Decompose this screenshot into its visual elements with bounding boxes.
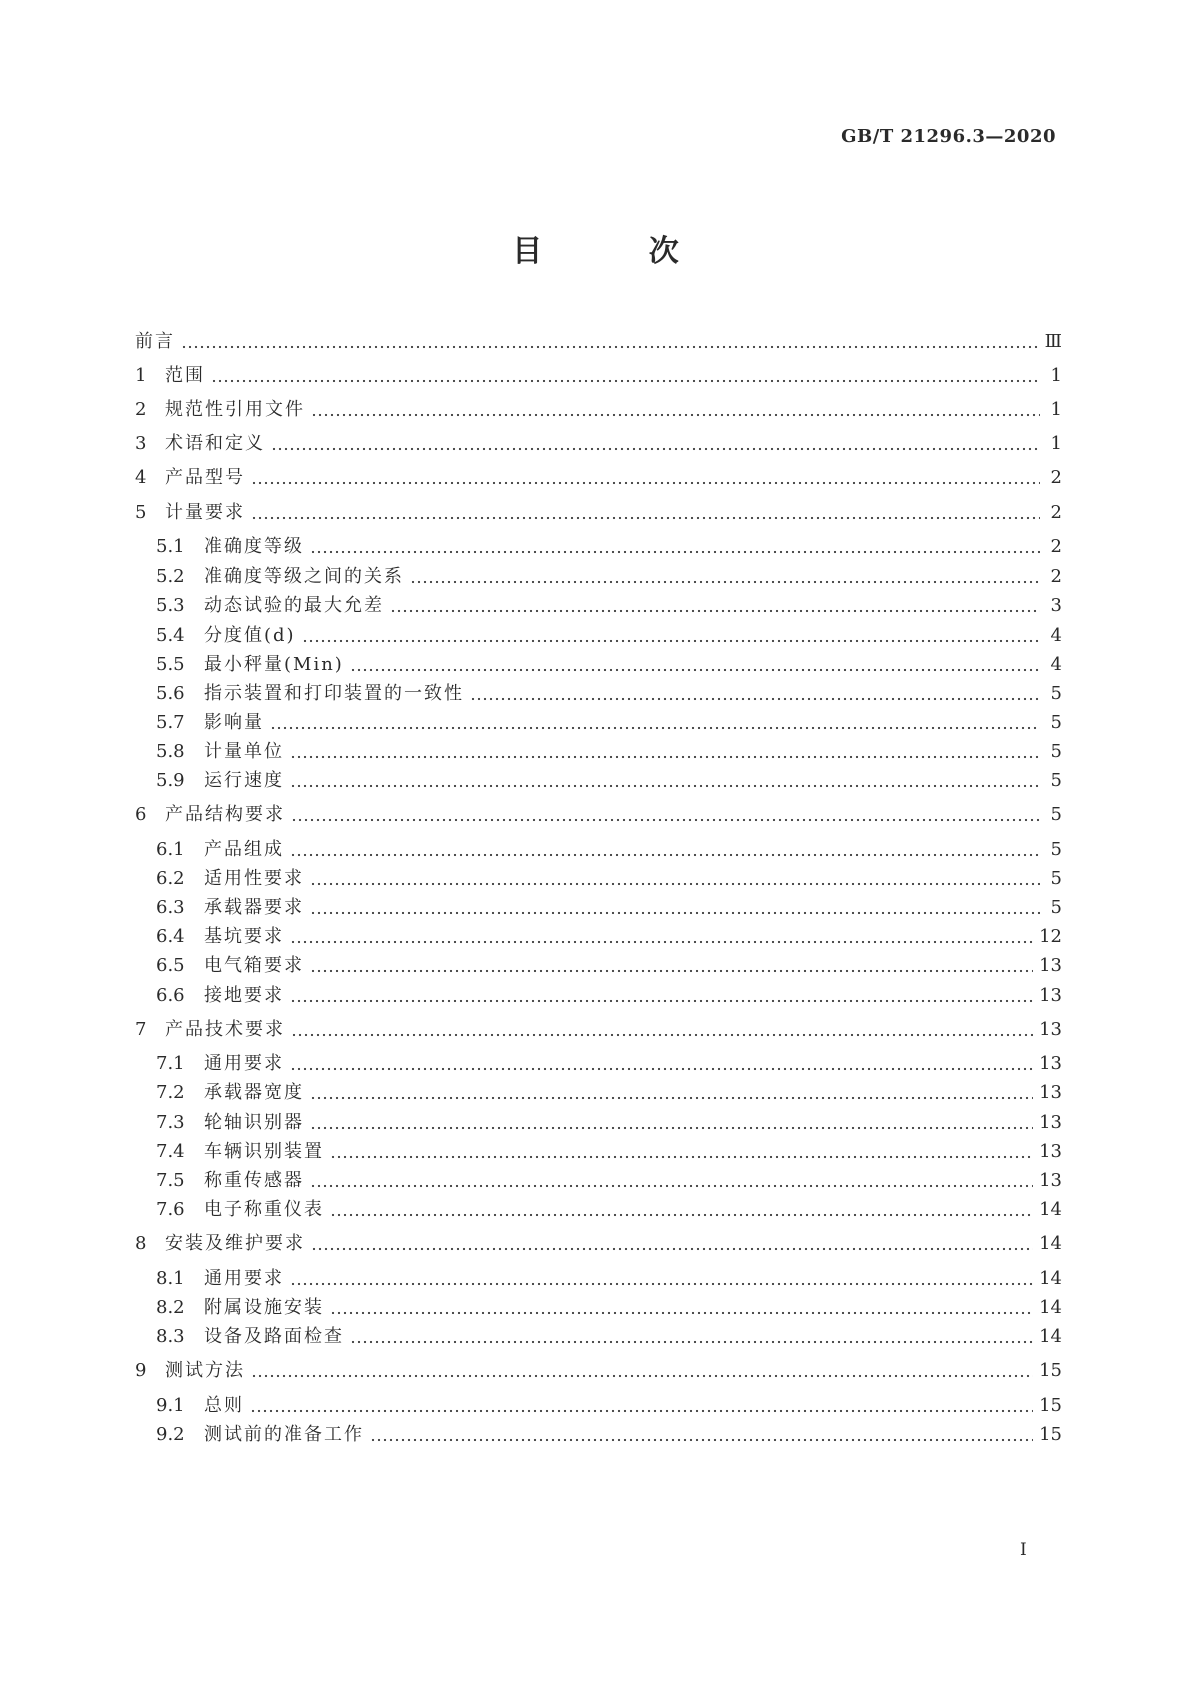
toc-entry-page: 13 [1039, 985, 1062, 1006]
page-number: I [1020, 1540, 1027, 1560]
toc-entry-label: 总则 [204, 1395, 244, 1416]
toc-entry-label: 产品结构要求 [165, 804, 285, 825]
toc-entry[interactable] [156, 1196, 1062, 1224]
toc-entry[interactable] [156, 738, 1062, 766]
toc-entry-page: 15 [1039, 1360, 1062, 1381]
dot-leader [310, 894, 1040, 922]
toc-entry[interactable] [135, 396, 1062, 424]
toc-entry-label: 准确度等级之间的关系 [204, 566, 404, 587]
toc-entry-label: 计量要求 [165, 502, 245, 523]
dot-leader [310, 865, 1040, 893]
toc-entry[interactable] [156, 767, 1062, 795]
dot-leader [470, 680, 1040, 708]
toc-entry[interactable] [135, 801, 1062, 829]
toc-entry-number: 6.6 [156, 985, 185, 1006]
toc-entry-page: 15 [1039, 1424, 1062, 1445]
toc-entry-number: 5.6 [156, 683, 185, 704]
toc-entry[interactable] [156, 1079, 1062, 1107]
toc-title: 目 次 [512, 234, 727, 269]
dot-leader [290, 738, 1040, 766]
toc-entry-label: 测试方法 [165, 1360, 245, 1381]
toc-entry-page: 14 [1039, 1326, 1062, 1347]
toc-entry-number: 6.5 [156, 955, 185, 976]
dot-leader [290, 767, 1040, 795]
toc-entry-page: 5 [1050, 741, 1062, 762]
toc-entry-label: 附属设施安装 [204, 1297, 324, 1318]
toc-entry-page: 5 [1050, 839, 1062, 860]
toc-entry-page: 5 [1050, 712, 1062, 733]
toc-entry-label: 规范性引用文件 [165, 399, 305, 420]
toc-entry-page: 13 [1039, 1082, 1062, 1103]
toc-entry-page: 2 [1050, 536, 1062, 557]
dot-leader [390, 592, 1040, 620]
toc-entry-label: 基坑要求 [204, 926, 284, 947]
toc-entry-label: 承载器宽度 [204, 1082, 304, 1103]
dot-leader [290, 1265, 1033, 1293]
toc-entry-label: 范围 [165, 365, 205, 386]
toc-entry-label: 通用要求 [204, 1268, 284, 1289]
dot-leader [310, 952, 1033, 980]
toc-entry[interactable] [135, 430, 1062, 458]
toc-entry-number: 5.8 [156, 741, 185, 762]
toc-entry[interactable] [156, 1138, 1062, 1166]
toc-entry[interactable] [156, 592, 1062, 620]
toc-entry-page: 12 [1039, 926, 1062, 947]
toc-entry-label: 安装及维护要求 [165, 1233, 305, 1254]
toc-entry-page: 13 [1039, 1170, 1062, 1191]
dot-leader [310, 1079, 1033, 1107]
toc-entry-label: 轮轴识别器 [204, 1112, 304, 1133]
toc-entry-number: 7 [135, 1019, 147, 1040]
dot-leader [271, 430, 1040, 458]
toc-entry-number: 6.1 [156, 839, 185, 860]
toc-entry-label: 接地要求 [204, 985, 284, 1006]
dot-leader [291, 1016, 1033, 1044]
toc-entry-label: 适用性要求 [204, 868, 304, 889]
toc-entry[interactable] [156, 680, 1062, 708]
toc-entry-number: 9.2 [156, 1424, 185, 1445]
toc-entry[interactable] [156, 836, 1062, 864]
toc-entry-page: 13 [1039, 1053, 1062, 1074]
toc-entry-label: 电气箱要求 [204, 955, 304, 976]
toc-entry[interactable] [156, 952, 1062, 980]
toc-entry[interactable] [156, 1109, 1062, 1137]
toc-entry-number: 5 [135, 502, 147, 523]
toc-entry-number: 7.2 [156, 1082, 185, 1103]
toc-entry-number: 8.3 [156, 1326, 185, 1347]
toc-entry[interactable] [135, 499, 1062, 527]
toc-entry[interactable] [135, 328, 1062, 356]
toc-entry[interactable] [156, 533, 1062, 561]
toc-entry-label: 称重传感器 [204, 1170, 304, 1191]
dot-leader [330, 1294, 1033, 1322]
toc-entry-number: 5.7 [156, 712, 185, 733]
toc-entry[interactable] [156, 1167, 1062, 1195]
dot-leader [310, 533, 1040, 561]
dot-leader [410, 563, 1040, 591]
toc-entry-number: 7.1 [156, 1053, 185, 1074]
toc-entry-label: 承载器要求 [204, 897, 304, 918]
toc-entry-label: 通用要求 [204, 1053, 284, 1074]
toc-entry[interactable] [156, 563, 1062, 591]
toc-entry[interactable] [156, 1265, 1062, 1293]
toc-entry-number: 8.1 [156, 1268, 185, 1289]
toc-entry-label: 产品组成 [204, 839, 284, 860]
toc-entry[interactable] [135, 362, 1062, 390]
toc-entry[interactable] [135, 1357, 1062, 1385]
toc-entry-number: 1 [135, 365, 147, 386]
toc-entry-page: 5 [1050, 868, 1062, 889]
standard-code: GB/T 21296.3—2020 [841, 126, 1056, 147]
toc-entry-label: 测试前的准备工作 [204, 1424, 364, 1445]
toc-entry-number: 6.4 [156, 926, 185, 947]
toc-entry-number: 7.5 [156, 1170, 185, 1191]
toc-entry-number: 5.5 [156, 654, 185, 675]
dot-leader [251, 499, 1040, 527]
toc-entry-label: 车辆识别装置 [204, 1141, 324, 1162]
toc-entry-label: 指示装置和打印装置的一致性 [204, 683, 464, 704]
toc-entry-number: 9 [135, 1360, 147, 1381]
toc-entry[interactable] [156, 1421, 1062, 1449]
dot-leader [251, 1357, 1033, 1385]
toc-entry-page: 1 [1050, 365, 1062, 386]
toc-entry[interactable] [135, 1230, 1062, 1258]
toc-entry-label: 电子称重仪表 [204, 1199, 324, 1220]
toc-entry-page: 13 [1039, 1141, 1062, 1162]
dot-leader [330, 1138, 1033, 1166]
toc-entry-page: 14 [1039, 1199, 1062, 1220]
toc-entry-label: 准确度等级 [204, 536, 304, 557]
dot-leader [311, 396, 1040, 424]
toc-entry-page: 5 [1050, 804, 1062, 825]
toc-entry[interactable] [156, 709, 1062, 737]
toc-entry-label: 前言 [135, 331, 175, 352]
toc-entry-number: 6 [135, 804, 147, 825]
toc-entry-number: 8.2 [156, 1297, 185, 1318]
toc-entry-label: 产品型号 [165, 467, 245, 488]
toc-entry[interactable] [156, 1392, 1062, 1420]
toc-entry-number: 9.1 [156, 1395, 185, 1416]
toc-entry-number: 7.3 [156, 1112, 185, 1133]
toc-entry-label: 设备及路面检查 [204, 1326, 344, 1347]
toc-entry-page: 4 [1050, 654, 1062, 675]
toc-entry-page: 15 [1039, 1395, 1062, 1416]
toc-entry-page: 13 [1039, 955, 1062, 976]
toc-entry[interactable] [135, 464, 1062, 492]
toc-entry[interactable] [156, 923, 1062, 951]
dot-leader [290, 1050, 1033, 1078]
toc-entry[interactable] [156, 894, 1062, 922]
toc-entry-label: 产品技术要求 [165, 1019, 285, 1040]
toc-entry-page: 13 [1039, 1019, 1062, 1040]
toc-entry-page: 3 [1050, 595, 1062, 616]
dot-leader [330, 1196, 1033, 1224]
toc-entry-number: 5.4 [156, 625, 185, 646]
toc-entry[interactable] [156, 1294, 1062, 1322]
toc-entry-number: 7.6 [156, 1199, 185, 1220]
toc-entry-number: 4 [135, 467, 147, 488]
dot-leader [290, 982, 1033, 1010]
toc-entry-label: 影响量 [204, 712, 264, 733]
dot-leader [251, 464, 1040, 492]
toc-entry-page: 14 [1039, 1297, 1062, 1318]
dot-leader [290, 923, 1033, 951]
toc-entry[interactable] [156, 1050, 1062, 1078]
dot-leader [211, 362, 1040, 390]
toc-entry-label: 最小秤量(Min) [204, 654, 344, 675]
toc-entry-label: 动态试验的最大允差 [204, 595, 384, 616]
toc-entry[interactable] [156, 622, 1062, 650]
toc-entry[interactable] [156, 651, 1062, 679]
toc-entry-number: 5.3 [156, 595, 185, 616]
toc-entry-page: 1 [1050, 433, 1062, 454]
dot-leader [350, 651, 1040, 679]
toc-entry-number: 6.2 [156, 868, 185, 889]
dot-leader [302, 622, 1040, 650]
toc-entry-page: 1 [1050, 399, 1062, 420]
toc-entry-number: 7.4 [156, 1141, 185, 1162]
toc-entry-page: Ⅲ [1044, 331, 1062, 352]
toc-entry[interactable] [156, 982, 1062, 1010]
dot-leader [291, 801, 1040, 829]
dot-leader [310, 1167, 1033, 1195]
toc-entry[interactable] [156, 1323, 1062, 1351]
toc-entry[interactable] [135, 1016, 1062, 1044]
dot-leader [350, 1323, 1033, 1351]
dot-leader [310, 1109, 1033, 1137]
dot-leader [311, 1230, 1033, 1258]
toc-entry-page: 13 [1039, 1112, 1062, 1133]
toc-entry-number: 8 [135, 1233, 147, 1254]
toc-entry-page: 2 [1050, 502, 1062, 523]
toc-entry-number: 5.1 [156, 536, 185, 557]
toc-entry-page: 5 [1050, 897, 1062, 918]
toc-entry-number: 2 [135, 399, 147, 420]
dot-leader [181, 328, 1039, 356]
dot-leader [270, 709, 1040, 737]
toc-entry-label: 计量单位 [204, 741, 284, 762]
toc-entry-page: 2 [1050, 566, 1062, 587]
toc-entry-number: 6.3 [156, 897, 185, 918]
toc-entry-page: 4 [1050, 625, 1062, 646]
dot-leader [290, 836, 1040, 864]
toc-entry-page: 2 [1050, 467, 1062, 488]
toc-entry-page: 5 [1050, 770, 1062, 791]
toc-entry-label: 运行速度 [204, 770, 284, 791]
toc-entry-number: 5.2 [156, 566, 185, 587]
toc-entry-page: 14 [1039, 1233, 1062, 1254]
toc-entry[interactable] [156, 865, 1062, 893]
toc-entry-page: 14 [1039, 1268, 1062, 1289]
toc-entry-label: 术语和定义 [165, 433, 265, 454]
dot-leader [370, 1421, 1033, 1449]
dot-leader [250, 1392, 1033, 1420]
toc-entry-number: 3 [135, 433, 147, 454]
toc-entry-label: 分度值(d) [204, 625, 296, 646]
toc-entry-page: 5 [1050, 683, 1062, 704]
toc-entry-number: 5.9 [156, 770, 185, 791]
